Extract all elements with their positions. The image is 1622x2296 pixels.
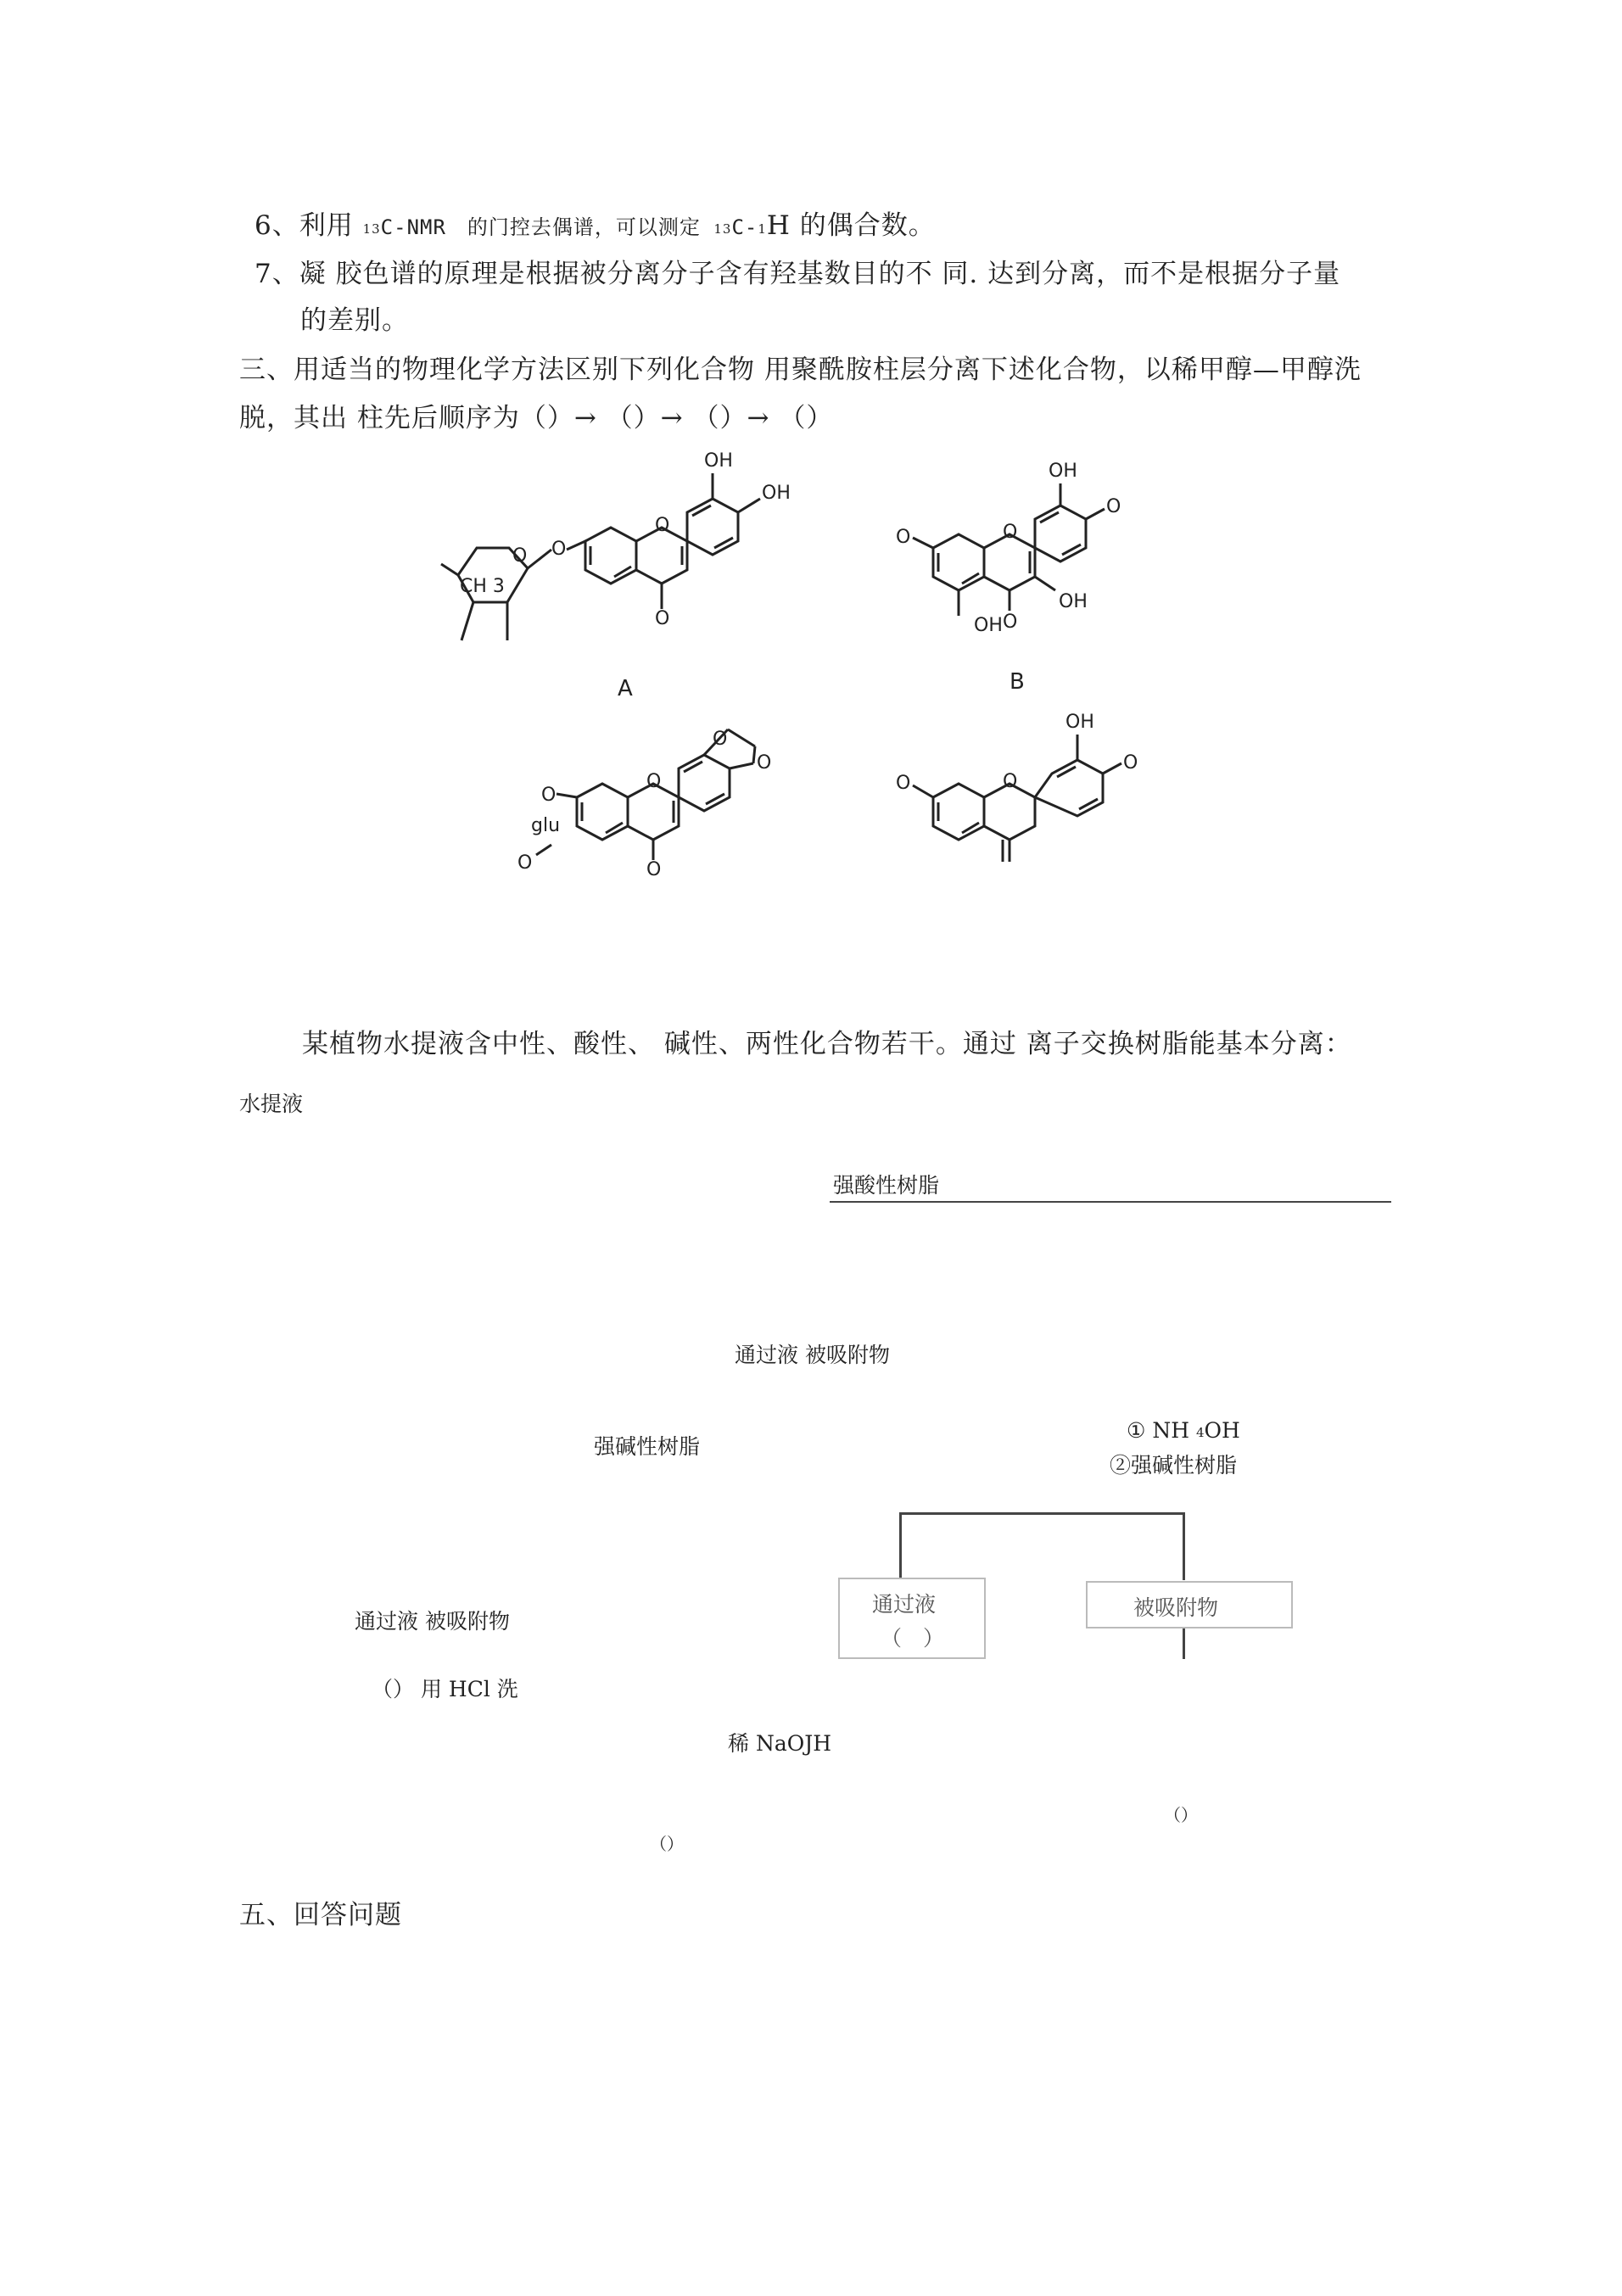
q6-mid1: C-NMR 的门控去偶谱，可以测定: [380, 215, 714, 239]
c-o-top: O: [541, 785, 557, 806]
structure-c: [509, 696, 865, 882]
acid-resin-underline: [830, 1201, 1391, 1203]
section3-line2: 脱，其出 柱先后顺序为（）→ （）→ （）→ （）: [239, 403, 834, 433]
pass-adsorbed-label-2: 通过液 被吸附物: [355, 1609, 510, 1634]
step-nh4oh: ① NH 4OH: [1127, 1418, 1240, 1443]
structure-a: [424, 450, 865, 704]
ring-a: [585, 528, 636, 584]
section3-line1: 三、用适当的物理化学方法区别下列化合物 用聚酰胺柱层分离下述化合物，以稀甲醇—甲醇洗: [239, 355, 1362, 385]
pass-through-box-label: 通过液: [872, 1592, 937, 1617]
structure-d: [882, 696, 1205, 891]
a-o-link: O: [551, 539, 567, 560]
b-oh2: OH: [1059, 591, 1088, 612]
b-o-keto: O: [1003, 612, 1018, 633]
b-o1: O: [1106, 496, 1121, 517]
step-base-resin: ②强碱性树脂: [1110, 1453, 1238, 1478]
strong-acid-resin-label: 强酸性树脂: [833, 1173, 940, 1198]
b-o-left: O: [896, 527, 911, 548]
a-ch3: CH 3: [460, 576, 505, 597]
q7-line1: 7、凝 胶色谱的原理是根据被分离分子含有羟基数目的不 同. 达到分离，而不是根据分子量: [254, 259, 1341, 289]
ring-b: [687, 499, 738, 555]
section4-intro: 某植物水提液含中性、酸性、 碱性、两性化合物若干。通过 离子交换树脂能基本分离：: [302, 1029, 1352, 1059]
b-label: B: [1010, 669, 1025, 695]
a-oh2: OH: [762, 483, 791, 504]
section5-title: 五、回答问题: [239, 1900, 402, 1930]
hcl-wash-label: （） 用 HCl 洗: [372, 1677, 518, 1701]
ring-a: [577, 784, 628, 840]
adsorbed-box-label: 被吸附物: [1133, 1595, 1219, 1620]
tree-hline: [899, 1512, 1184, 1515]
a-oh1: OH: [704, 450, 733, 472]
c-o-d1: O: [713, 729, 728, 750]
b-oh3: OH: [974, 615, 1003, 636]
pass-through-box-paren: （ ）: [881, 1626, 945, 1651]
adsorbed-box: [1086, 1581, 1293, 1628]
ring-b: [1035, 506, 1086, 561]
b-oh1: OH: [1049, 461, 1077, 482]
ring-b: [679, 755, 730, 811]
d-oh1: OH: [1065, 712, 1094, 733]
dilute-naoh-label: 稀 NaOJH: [728, 1731, 832, 1756]
tree-vline-right-tail: [1183, 1623, 1185, 1659]
ring-b: [1035, 760, 1103, 816]
c-o-d2: O: [757, 752, 772, 774]
a-o-keto: O: [655, 608, 670, 629]
d-o-ring: O: [1003, 771, 1018, 792]
q6-text: 6、利用 13C-NMR 的门控去偶谱，可以测定 13C-1H 的偶合数。: [254, 210, 936, 241]
c-o-ring: O: [646, 771, 662, 792]
d-o1: O: [1123, 752, 1138, 774]
q7-line2: 的差别。: [300, 305, 409, 336]
a-o-ring2: O: [655, 515, 670, 536]
c-glu: glu: [531, 815, 561, 836]
a-o-ring: O: [512, 545, 528, 567]
pass-adsorbed-label-1: 通过液 被吸附物: [735, 1343, 890, 1367]
paren-right: （）: [1164, 1805, 1198, 1825]
ring-a: [933, 534, 984, 590]
tree-vline-left: [899, 1512, 902, 1580]
ring-a: [933, 784, 984, 840]
structure-b: [882, 450, 1205, 704]
a-label: A: [618, 676, 633, 701]
c-o-bottom: O: [517, 852, 533, 874]
pass-through-box: [838, 1578, 986, 1659]
water-extract-label: 水提液: [239, 1092, 304, 1116]
b-o-ring: O: [1003, 522, 1018, 543]
paren-bottom: （）: [650, 1834, 684, 1854]
d-o-left: O: [896, 773, 911, 794]
c-o-keto: O: [646, 859, 662, 880]
strong-base-resin-label: 强碱性树脂: [594, 1434, 701, 1459]
tree-vline-right: [1183, 1512, 1185, 1580]
